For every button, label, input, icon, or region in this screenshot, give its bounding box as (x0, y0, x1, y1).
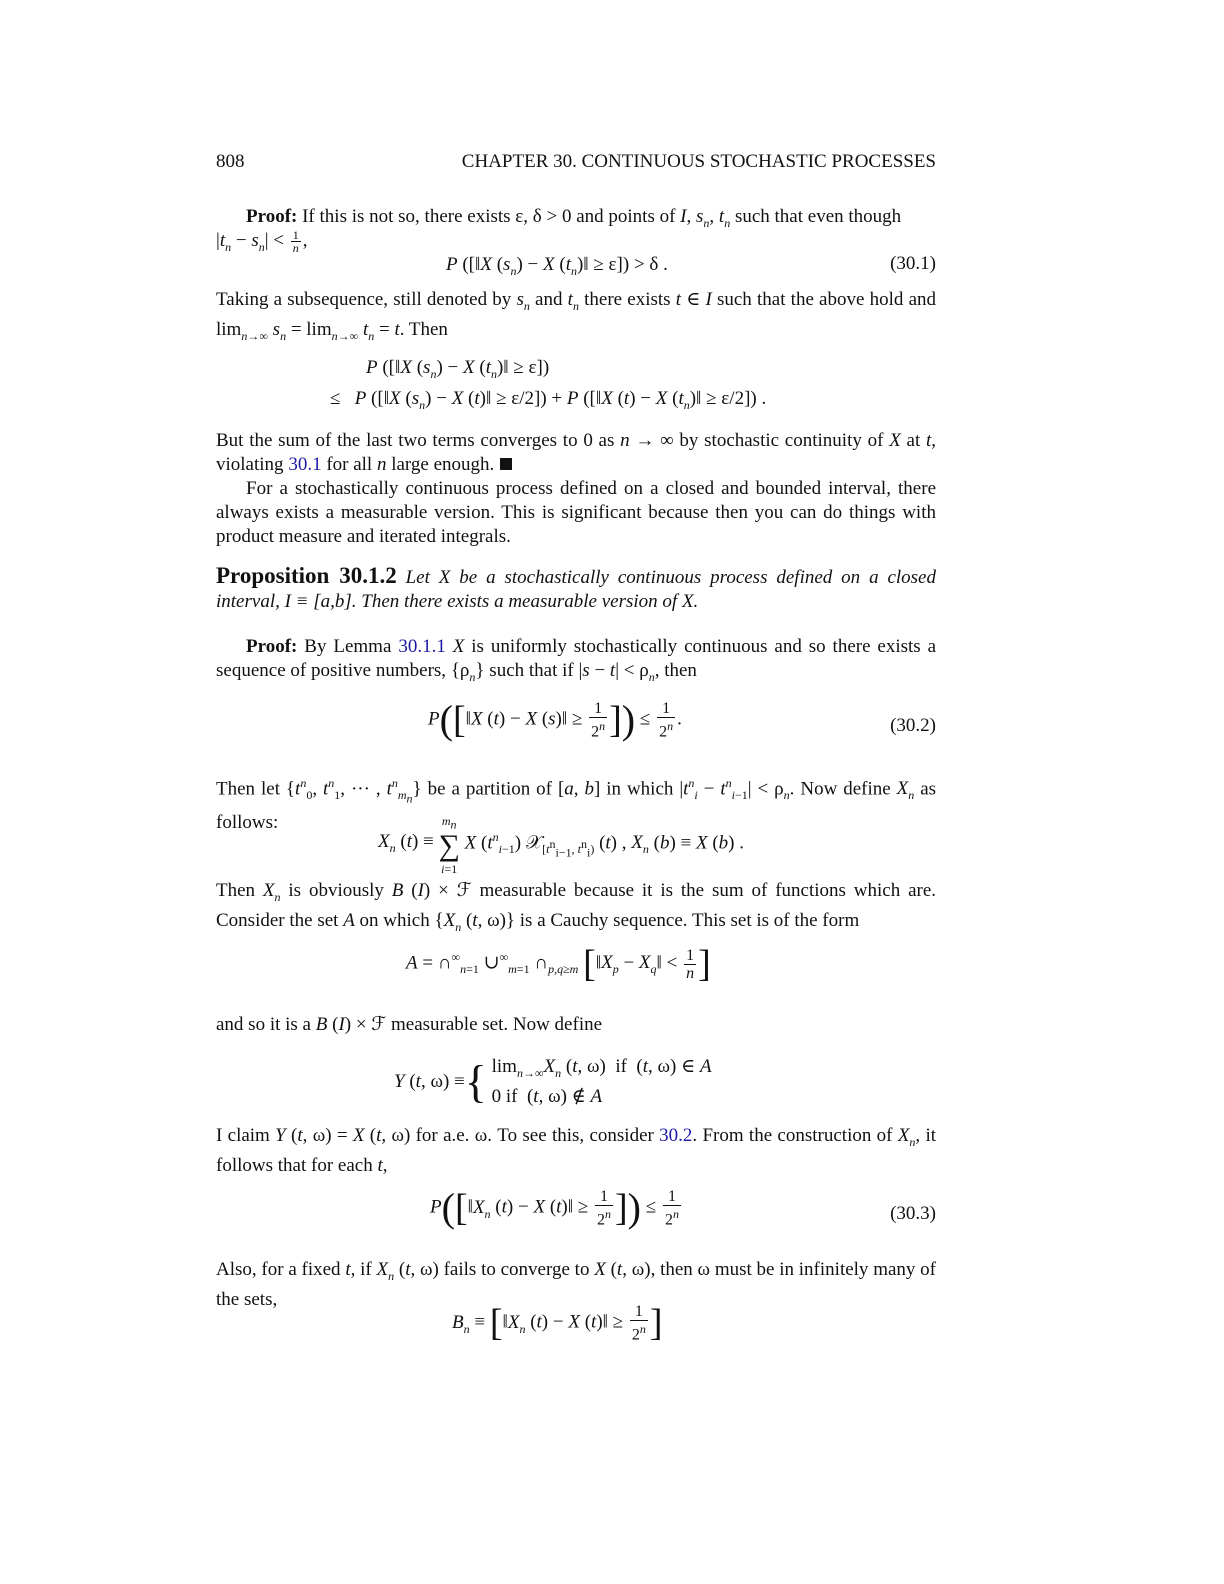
page-number: 808 (216, 151, 245, 172)
equation-30-3: $P([‖X_n$ (t) − X (t)‖ ≥ $\frac{1}{2^n}$ ]) ≤ $\frac{1}{2^n}$ (430, 1185, 679, 1231)
proposition-label: Proposition 30.1.2 (216, 563, 397, 588)
definition-y: Y (t, ω) ≡{ $\lim_{n\to\infty}X_n$ (t, ω) if (t, ω) ∈ A 0 if (t, ω) ∉ A (394, 1055, 712, 1107)
proof-lemma-paragraph: Proof: If this is not so, there exists ε, δ > 0 and points of I, $s_n$, $t_n$ such that even though (246, 206, 902, 230)
proof-label: Proof: (246, 206, 298, 227)
equation-number-30-3: (30.3) (890, 1203, 936, 1224)
inequality-line-1: P ([‖X $(s_n) - X$ $(t_n)‖ \ge \varepsilon$]) (366, 357, 550, 381)
inline-condition: $|t_n - s_n|$ < $\frac{1}{n}$ , (216, 228, 308, 256)
proposition-30-1-2: Proposition 30.1.2 Let X be a stochastically continuous process defined on a closed interval, I ≡ [a,b]. Then there exists a measurable version of X. (216, 563, 936, 612)
subsequence-paragraph: Taking a subsequence, still denoted by $s_n$ and $t_n$ there exists t ∈ I such that the above hold and $\lim_{n\to\infty} s_n = \lim_{n\to\infty} t_n = t$. Then (216, 289, 937, 343)
infinitely-many-paragraph: Also, for a fixed t, if $X_n$ (t, ω) fails to converge to X (t, ω), then ω must be in infinitely many of the sets, (216, 1259, 936, 1310)
set-bn-definition: $B_n$ ≡ [$‖X_n$ (t) − X (t)‖ ≥ $\frac{1}{2^n}$ ] (452, 1302, 663, 1345)
measurable-version-paragraph: For a stochastically continuous process defined on a closed and bounded interval, there always exists a measurable version. This is significant because then you can do things with product measure and iterated integrals. (216, 478, 936, 547)
ref-30-1[interactable]: 30.1 (288, 454, 322, 475)
equation-30-1: P ([‖X $(s_n) - X$ $(t_n)‖ \ge \varepsilon]) > \delta$ . (446, 254, 668, 278)
equation-30-2: P([‖X (t) − X (s)‖ ≥ $\frac{1}{2^n}$ ]) ≤ $\frac{1}{2^n}$ . (428, 697, 682, 743)
definition-xn: $X_n$ $(t) \equiv m_n$ ∑ i=1 X $(t^n_{i-1})$ 𝒳$_{[t^n_{i-1}, t^n_i)}$ (t) , $X_n$ (b) ≡ X (b) . (378, 814, 744, 877)
equation-number-30-1: (30.1) (890, 253, 936, 274)
running-header: CHAPTER 30. CONTINUOUS STOCHASTIC PROCESSES (461, 151, 936, 172)
claim-paragraph: I claim Y (t, ω) = X (t, ω) for a.e. ω. To see this, consider 30.2. From the construction of $X_n$, it follows that for each t, (216, 1125, 937, 1176)
set-a-definition: $A = \cap^\infty_{n=1}$ $\cup^\infty_{m=1}$ $\cap_{p,q\ge m}$ [$‖X_p$ − $X_q‖$ < $\frac{1}{n}$ ] (406, 943, 711, 985)
convergence-paragraph: But the sum of the last two terms converges to 0 as n → ∞ by stochastic continuity of X at t, violating 30.1 for all n large enough. (216, 430, 937, 475)
partition-paragraph: Then let {$t^n_0$, $t^n_1$, ··· , $t^n_{m_n}$} be a partition of [a, b] in which $|t^n_i - t^n_{i-1}| < \rho_n$. Now define $X_n$ as follows: (216, 776, 937, 833)
qed-square (500, 458, 512, 470)
ref-lemma-30-1-1[interactable]: 30.1.1 (398, 636, 446, 657)
inequality-line-2: ≤ P ([‖X $(s_n) - X$ (t)‖ ≥ ε/2]) + P ([‖X (t) − X $(t_n)‖ \ge \varepsilon/2$]) . (330, 388, 767, 412)
measurable-set-paragraph: and so it is a B (I) × ℱ measurable set. Now define (216, 1014, 603, 1035)
cauchy-paragraph: Then $X_n$ is obviously B (I) × ℱ measurable because it is the sum of functions which are. Consider the set A on which {$X_n$ (t, ω)} is a Cauchy sequence. This set is of the form (216, 880, 937, 934)
proof-proposition-paragraph: Proof: By Lemma 30.1.1 X is uniformly stochastically continuous and so there exists a sequence of positive numbers, $\{\rho_n\}$ such that if $|s - t| < \rho_n$, then (216, 636, 937, 684)
equation-number-30-2: (30.2) (890, 715, 936, 736)
ref-30-2[interactable]: 30.2 (659, 1125, 693, 1146)
